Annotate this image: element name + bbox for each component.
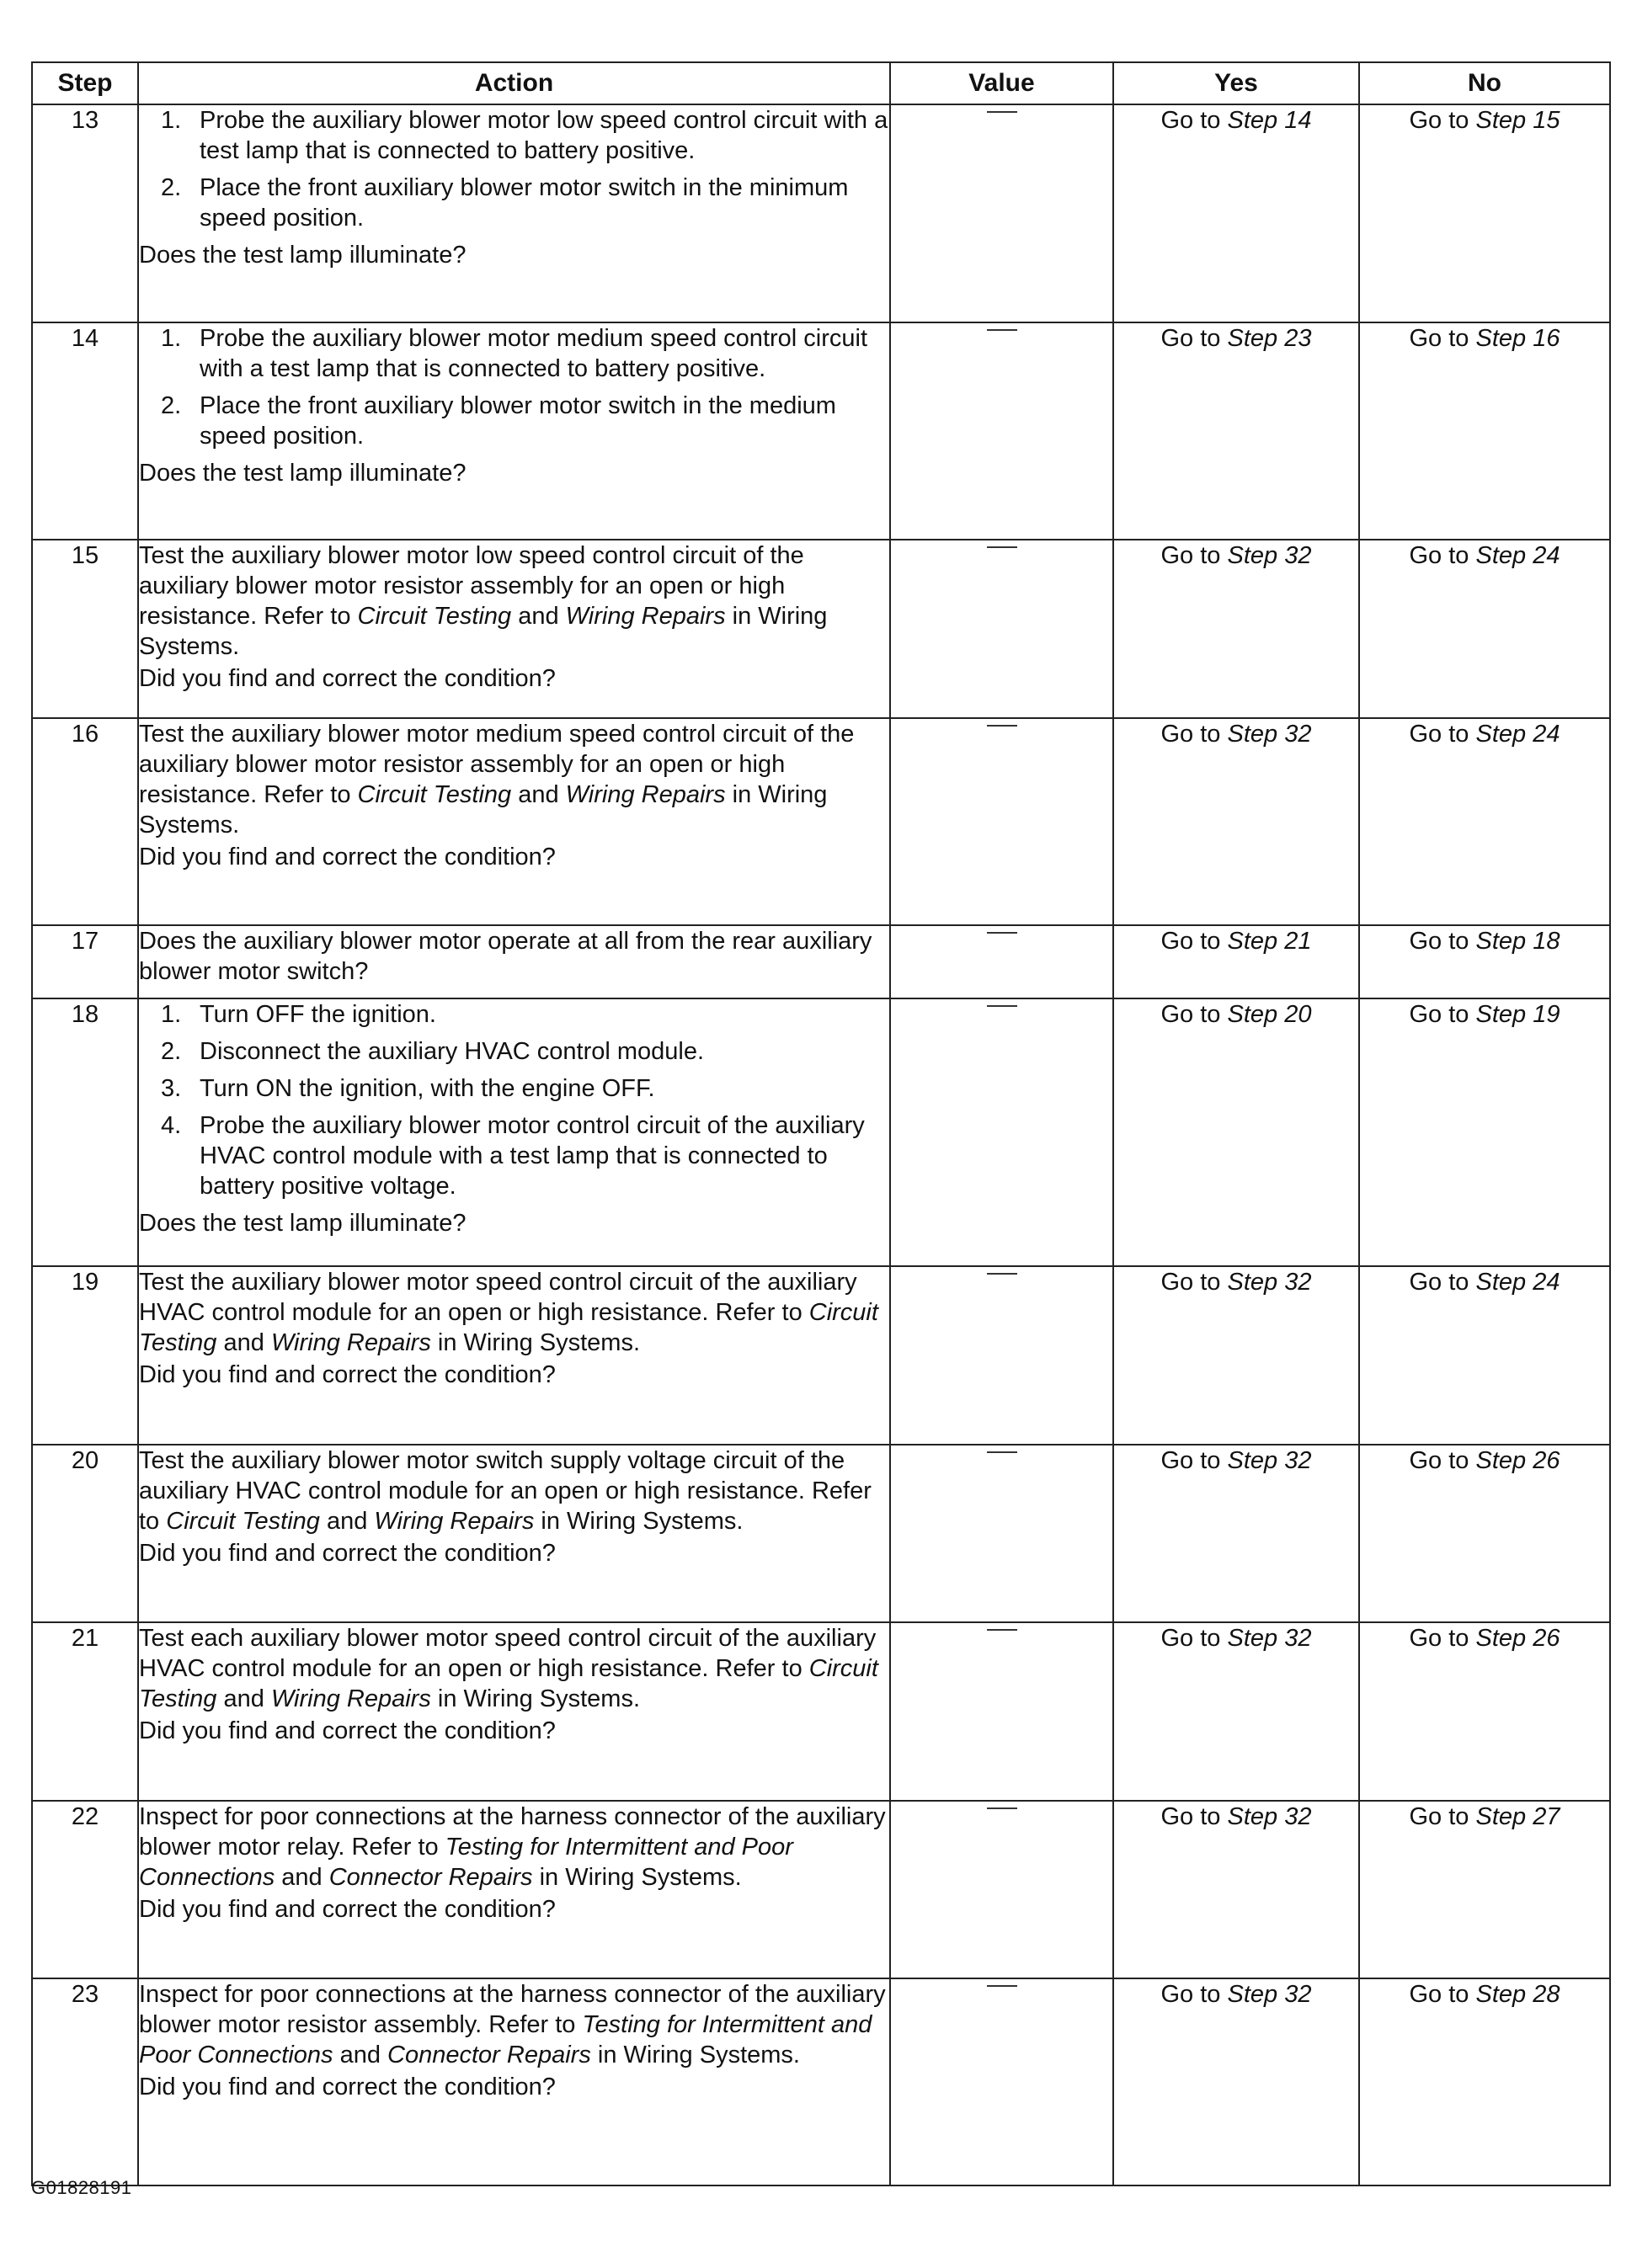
action-step-number: 2. (161, 174, 182, 201)
value-cell (890, 1445, 1113, 1622)
action-step-number: 4. (161, 1112, 182, 1139)
value-cell (890, 925, 1113, 998)
action-cell (138, 104, 890, 322)
value-dash (987, 725, 1017, 727)
reference-link-text: Wiring Repairs (270, 1685, 431, 1712)
action-steps-list (139, 999, 889, 1201)
yes-goto-step-link[interactable]: Step 23 (1227, 325, 1312, 352)
no-cell (1359, 925, 1610, 998)
step-number: 20 (32, 1445, 138, 1622)
value-cell (890, 540, 1113, 718)
action-text-segment: and (511, 781, 566, 808)
step-number: 17 (32, 925, 138, 998)
action-step-item (139, 323, 889, 384)
yes-cell (1113, 998, 1359, 1266)
action-cell (138, 925, 890, 998)
yes-cell (1113, 1445, 1359, 1622)
action-text-segment: in Wiring Systems. (430, 1685, 641, 1712)
yes-goto-step-link[interactable]: Step 32 (1227, 721, 1312, 748)
no-cell (1359, 1801, 1610, 1978)
action-cell (138, 1801, 890, 1978)
yes-cell (1113, 540, 1359, 718)
no-cell (1359, 998, 1610, 1266)
action-step-number: 1. (161, 325, 182, 352)
reference-link-text: Testing for Intermittent and Poor Connections (139, 2011, 872, 2068)
action-question: Did you find and correct the condition? (139, 665, 556, 692)
action-step-text: Turn OFF the ignition. (200, 1001, 436, 1028)
yes-goto-prefix: Go to (1160, 325, 1228, 352)
yes-goto-prefix: Go to (1160, 1001, 1228, 1028)
action-text-segment: and (275, 1864, 329, 1891)
yes-goto-prefix: Go to (1160, 1447, 1228, 1474)
yes-goto-step-link[interactable]: Step 21 (1227, 928, 1312, 955)
table-row (32, 322, 1610, 540)
no-cell (1359, 104, 1610, 322)
value-dash (987, 1807, 1017, 1809)
yes-goto-step-link[interactable]: Step 32 (1227, 1269, 1312, 1296)
diagnostic-table-container (31, 61, 1609, 2186)
figure-id: G01828191 (31, 2177, 132, 2198)
no-goto-prefix: Go to (1409, 107, 1476, 134)
action-cell (138, 322, 890, 540)
action-question: Did you find and correct the condition? (139, 1717, 556, 1744)
header-no: No (1359, 62, 1610, 104)
action-step-number: 2. (161, 1038, 182, 1065)
action-text-segment: Test the auxiliary blower motor speed control circuit of the auxiliary HVAC control module for an open or high resistance. Refer to (139, 1269, 857, 1326)
no-goto-prefix: Go to (1409, 542, 1476, 569)
step-number: 19 (32, 1266, 138, 1445)
action-text-segment: in Wiring Systems. (532, 1864, 742, 1891)
reference-link-text: Circuit Testing (357, 781, 512, 808)
header-action: Action (138, 62, 890, 104)
no-goto-step-link[interactable]: Step 27 (1475, 1803, 1560, 1830)
action-text (139, 1979, 889, 2070)
action-question: Does the test lamp illuminate? (139, 1210, 467, 1237)
no-cell (1359, 718, 1610, 925)
value-dash (987, 1985, 1017, 1987)
value-cell (890, 718, 1113, 925)
table-body (32, 104, 1610, 2185)
value-dash (987, 1451, 1017, 1453)
action-cell (138, 1266, 890, 1445)
action-step-text: Probe the auxiliary blower motor control circuit of the auxiliary HVAC control module with a test lamp that is connected to battery positive voltage. (200, 1112, 865, 1200)
table-row (32, 925, 1610, 998)
no-goto-prefix: Go to (1409, 1803, 1476, 1830)
no-goto-step-link[interactable]: Step 18 (1475, 928, 1560, 955)
action-text-segment: in Wiring Systems. (534, 1508, 744, 1535)
reference-link-text: Circuit Testing (139, 1655, 878, 1712)
table-row (32, 998, 1610, 1266)
action-text (139, 540, 889, 662)
value-cell (890, 322, 1113, 540)
action-step-item (139, 173, 889, 233)
reference-link-text: Connector Repairs (387, 2042, 591, 2068)
action-cell (138, 998, 890, 1266)
yes-goto-step-link[interactable]: Step 32 (1227, 1447, 1312, 1474)
yes-cell (1113, 322, 1359, 540)
action-text (139, 1623, 889, 1714)
action-step-text: Place the front auxiliary blower motor switch in the medium speed position. (200, 392, 836, 450)
no-goto-prefix: Go to (1409, 1981, 1476, 2008)
value-cell (890, 1266, 1113, 1445)
value-dash (987, 546, 1017, 548)
action-step-text: Probe the auxiliary blower motor medium speed control circuit with a test lamp that is connected to battery positive. (200, 325, 868, 382)
header-step: Step (32, 62, 138, 104)
header-value: Value (890, 62, 1113, 104)
yes-goto-prefix: Go to (1160, 542, 1228, 569)
value-dash (987, 932, 1017, 934)
yes-cell (1113, 718, 1359, 925)
action-question: Did you find and correct the condition? (139, 1361, 556, 1388)
step-number: 18 (32, 998, 138, 1266)
step-number: 13 (32, 104, 138, 322)
no-goto-step-link[interactable]: Step 24 (1475, 1269, 1560, 1296)
action-step-number: 1. (161, 1001, 182, 1028)
action-question: Does the test lamp illuminate? (139, 242, 467, 269)
yes-cell (1113, 1801, 1359, 1978)
action-text-segment: Does the auxiliary blower motor operate at all from the rear auxiliary blower motor switch? (139, 928, 872, 985)
table-row (32, 1622, 1610, 1801)
yes-cell (1113, 1266, 1359, 1445)
action-step-item (139, 105, 889, 166)
reference-link-text: Circuit Testing (139, 1299, 878, 1356)
table-row (32, 1801, 1610, 1978)
reference-link-text: Testing for Intermittent and Poor Connections (139, 1834, 793, 1891)
no-cell (1359, 1622, 1610, 1801)
step-number: 21 (32, 1622, 138, 1801)
action-cell (138, 1445, 890, 1622)
table-row (32, 1445, 1610, 1622)
no-cell (1359, 322, 1610, 540)
step-number: 14 (32, 322, 138, 540)
yes-cell (1113, 925, 1359, 998)
yes-goto-step-link[interactable]: Step 32 (1227, 1803, 1312, 1830)
no-goto-prefix: Go to (1409, 721, 1476, 748)
action-text-segment: in Wiring Systems. (430, 1329, 641, 1356)
yes-goto-prefix: Go to (1160, 107, 1228, 134)
yes-goto-step-link[interactable]: Step 32 (1227, 1981, 1312, 2008)
action-text-segment: Inspect for poor connections at the harness connector of the auxiliary blower motor relay. Refer to (139, 1803, 886, 1861)
reference-link-text: Circuit Testing (166, 1508, 320, 1535)
yes-goto-step-link[interactable]: Step 32 (1227, 1625, 1312, 1652)
yes-goto-prefix: Go to (1160, 1269, 1228, 1296)
action-question: Did you find and correct the condition? (139, 1540, 556, 1567)
no-cell (1359, 1445, 1610, 1622)
action-text (139, 926, 889, 987)
no-goto-step-link[interactable]: Step 26 (1475, 1447, 1560, 1474)
no-goto-prefix: Go to (1409, 1001, 1476, 1028)
yes-goto-prefix: Go to (1160, 721, 1228, 748)
value-cell (890, 1622, 1113, 1801)
action-text-segment: in Wiring Systems. (139, 603, 828, 660)
yes-goto-step-link[interactable]: Step 14 (1227, 107, 1312, 134)
action-step-number: 2. (161, 392, 182, 419)
no-goto-prefix: Go to (1409, 928, 1476, 955)
action-step-text: Probe the auxiliary blower motor low speed control circuit with a test lamp that is connected to battery positive. (200, 107, 888, 164)
yes-goto-prefix: Go to (1160, 1981, 1228, 2008)
no-goto-prefix: Go to (1409, 1269, 1476, 1296)
action-text-segment: and (319, 1508, 375, 1535)
action-text-segment: and (216, 1685, 271, 1712)
value-cell (890, 1978, 1113, 2185)
action-text-segment: Test each auxiliary blower motor speed control circuit of the auxiliary HVAC control module for an open or high resistance. Refer to (139, 1625, 877, 1682)
no-cell (1359, 1978, 1610, 2185)
table-header-row (32, 62, 1610, 104)
step-number: 22 (32, 1801, 138, 1978)
action-step-item (139, 1036, 889, 1067)
no-cell (1359, 1266, 1610, 1445)
no-goto-step-link[interactable]: Step 19 (1475, 1001, 1560, 1028)
value-cell (890, 998, 1113, 1266)
value-dash (987, 111, 1017, 113)
action-text-segment: Inspect for poor connections at the harness connector of the auxiliary blower motor resistor assembly. Refer to (139, 1981, 886, 2038)
no-goto-step-link[interactable]: Step 16 (1475, 325, 1560, 352)
no-goto-step-link[interactable]: Step 24 (1475, 542, 1560, 569)
action-cell (138, 718, 890, 925)
action-step-item (139, 999, 889, 1030)
action-text (139, 719, 889, 840)
action-text-segment: and (333, 2042, 388, 2068)
action-cell (138, 540, 890, 718)
no-goto-prefix: Go to (1409, 1447, 1476, 1474)
reference-link-text: Connector Repairs (328, 1864, 533, 1891)
diagnostic-table (31, 61, 1611, 2186)
action-step-text: Disconnect the auxiliary HVAC control module. (200, 1038, 705, 1065)
action-text-segment: in Wiring Systems. (590, 2042, 800, 2068)
action-step-number: 1. (161, 107, 182, 134)
table-row (32, 718, 1610, 925)
no-goto-step-link[interactable]: Step 28 (1475, 1981, 1560, 2008)
action-text (139, 1802, 889, 1893)
reference-link-text: Wiring Repairs (270, 1329, 431, 1356)
step-number: 23 (32, 1978, 138, 2185)
action-question: Did you find and correct the condition? (139, 2074, 556, 2100)
no-goto-step-link[interactable]: Step 26 (1475, 1625, 1560, 1652)
no-goto-step-link[interactable]: Step 15 (1475, 107, 1560, 134)
yes-goto-step-link[interactable]: Step 20 (1227, 1001, 1312, 1028)
action-text-segment: Test the auxiliary blower motor switch supply voltage circuit of the auxiliary HVAC control module for an open or high resistance. Refer to (139, 1447, 872, 1535)
yes-cell (1113, 1622, 1359, 1801)
action-text (139, 1267, 889, 1358)
reference-link-text: Circuit Testing (357, 603, 512, 630)
yes-goto-prefix: Go to (1160, 1803, 1228, 1830)
table-row (32, 104, 1610, 322)
table-row (32, 1266, 1610, 1445)
no-cell (1359, 540, 1610, 718)
action-step-number: 3. (161, 1075, 182, 1102)
yes-goto-prefix: Go to (1160, 928, 1228, 955)
value-dash (987, 329, 1017, 331)
action-text-segment: Test the auxiliary blower motor medium speed control circuit of the auxiliary blower motor resistor assembly for an open or high resistance. Refer to (139, 721, 855, 808)
action-question: Does the test lamp illuminate? (139, 460, 467, 487)
action-step-item (139, 1073, 889, 1104)
step-number: 15 (32, 540, 138, 718)
step-number: 16 (32, 718, 138, 925)
action-text (139, 1445, 889, 1536)
action-steps-list (139, 323, 889, 451)
value-dash (987, 1273, 1017, 1275)
reference-link-text: Wiring Repairs (374, 1508, 535, 1535)
action-step-text: Turn ON the ignition, with the engine OFF. (200, 1075, 655, 1102)
action-step-item (139, 391, 889, 451)
yes-goto-prefix: Go to (1160, 1625, 1228, 1652)
value-cell (890, 104, 1113, 322)
yes-goto-step-link[interactable]: Step 32 (1227, 542, 1312, 569)
value-dash (987, 1005, 1017, 1007)
yes-cell (1113, 1978, 1359, 2185)
action-cell (138, 1978, 890, 2185)
no-goto-prefix: Go to (1409, 1625, 1476, 1652)
reference-link-text: Wiring Repairs (565, 781, 726, 808)
action-steps-list (139, 105, 889, 233)
value-dash (987, 1629, 1017, 1631)
action-cell (138, 1622, 890, 1801)
action-text-segment: in Wiring Systems. (139, 781, 828, 839)
reference-link-text: Wiring Repairs (565, 603, 726, 630)
value-cell (890, 1801, 1113, 1978)
action-question: Did you find and correct the condition? (139, 1896, 556, 1923)
header-yes: Yes (1113, 62, 1359, 104)
table-row (32, 1978, 1610, 2185)
action-step-item (139, 1110, 889, 1201)
action-text-segment: and (216, 1329, 271, 1356)
action-text-segment: Test the auxiliary blower motor low speed control circuit of the auxiliary blower motor resistor assembly for an open or high resistance. Refer to (139, 542, 804, 630)
no-goto-step-link[interactable]: Step 24 (1475, 721, 1560, 748)
action-step-text: Place the front auxiliary blower motor switch in the minimum speed position. (200, 174, 849, 232)
yes-cell (1113, 104, 1359, 322)
action-question: Did you find and correct the condition? (139, 844, 556, 870)
no-goto-prefix: Go to (1409, 325, 1476, 352)
table-row (32, 540, 1610, 718)
action-text-segment: and (511, 603, 566, 630)
